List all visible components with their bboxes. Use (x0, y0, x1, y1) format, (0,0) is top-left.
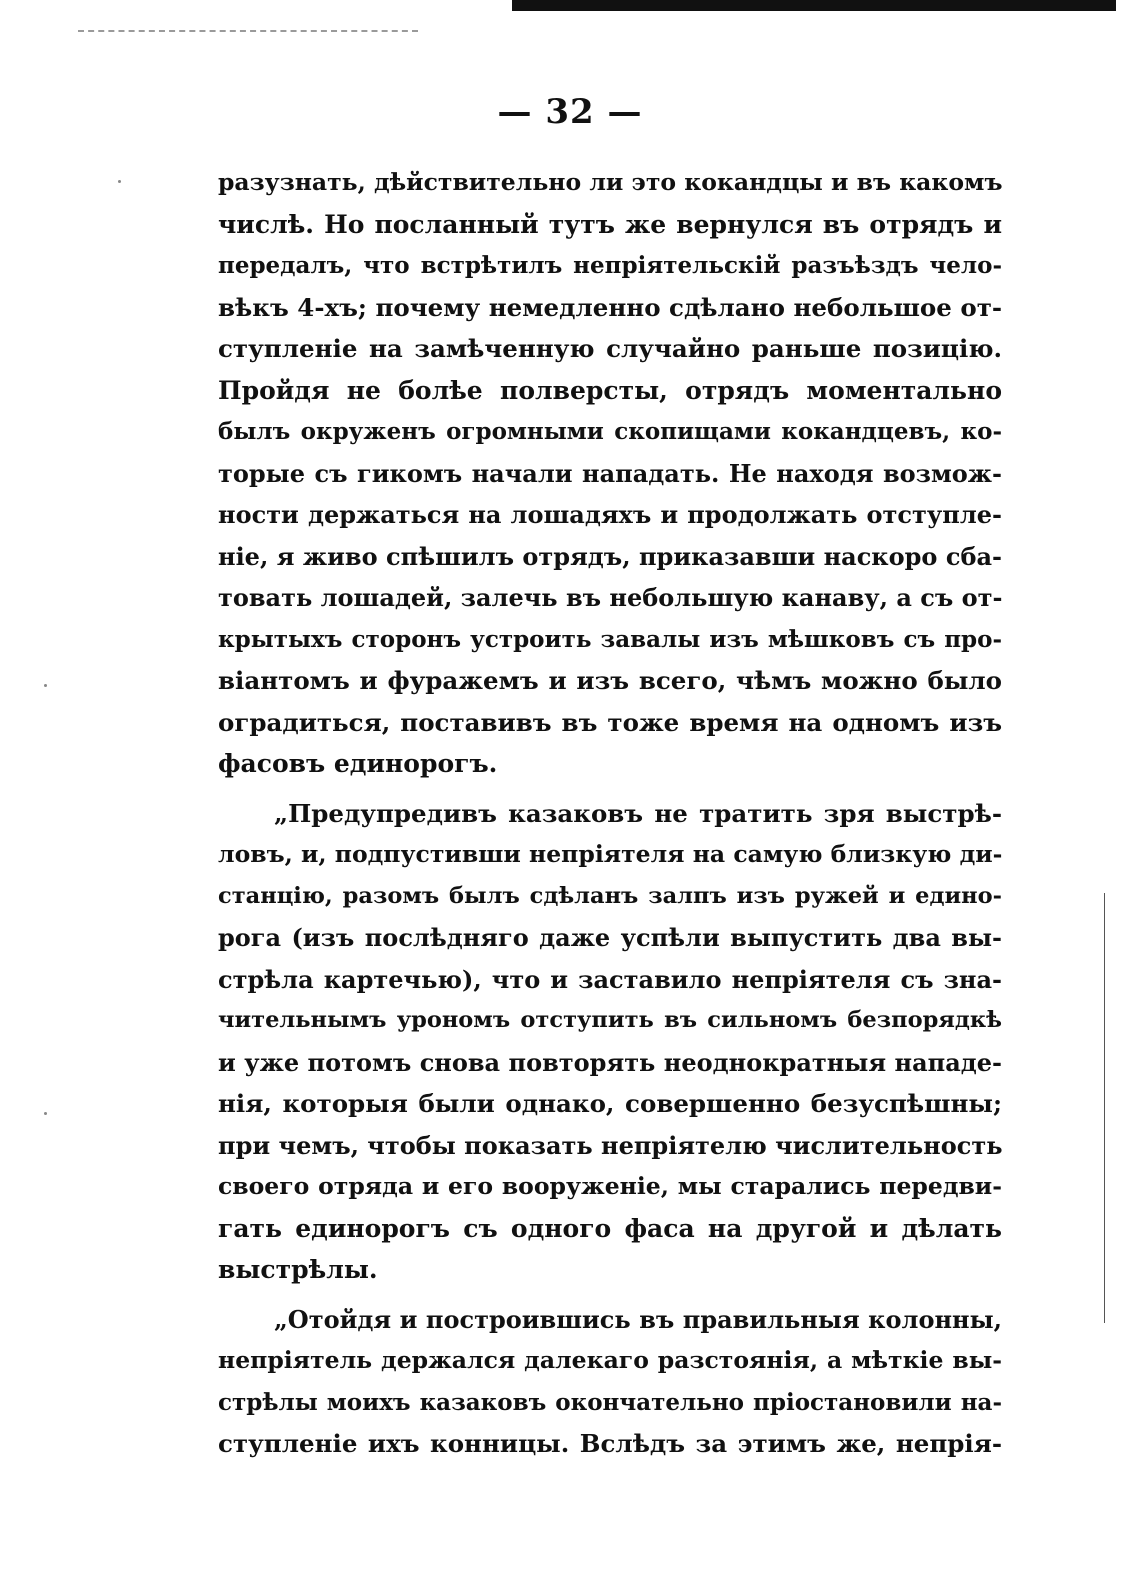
text-line: „Предупредивъ казаковъ не тратить зря выстрѣ- (274, 798, 1002, 828)
text-line: ности держаться на лошадяхъ и продолжать отступле- (218, 500, 1002, 529)
text-line: ловъ, и, подпустивши непріятеля на самую близкую ди- (218, 840, 1002, 868)
text-line: ступленіе на замѣченную случайно раньше позицію. (218, 334, 1002, 363)
scan-speck (44, 684, 47, 687)
text-line: непріятель держался далекаго разстоянія, а мѣткіе вы- (218, 1346, 1002, 1374)
text-line: разузнать, дѣйствительно ли это кокандцы и въ какомъ (218, 168, 1002, 196)
text-line: гать единорогъ съ одного фаса на другой и дѣлать (218, 1213, 1002, 1243)
text-line: стрѣлы моихъ казаковъ окончательно пріостановили на- (218, 1388, 1002, 1416)
text-line: нія, которыя были однако, совершенно безуспѣшны; (218, 1089, 1002, 1118)
text-line: чительнымъ урономъ отступить въ сильномъ безпорядкѣ (218, 1007, 1002, 1033)
page-number: — 32 — (497, 92, 643, 132)
text-line: былъ окруженъ огромными скопищами кокандцевъ, ко- (218, 418, 1002, 445)
text-line: и уже потомъ снова повторять неоднократныя нападе- (218, 1047, 1002, 1077)
scan-noise-line (78, 30, 418, 32)
text-line: при чемъ, чтобы показать непріятелю числительность (218, 1130, 1002, 1160)
text-line: крытыхъ сторонъ устроить завалы изъ мѣшковъ съ про- (218, 625, 1002, 653)
text-line: передалъ, что встрѣтилъ непріятельскій разъѣздъ чело- (218, 252, 1002, 279)
scan-speck (44, 1112, 47, 1115)
text-line: вѣкъ 4-хъ; почему немедленно сдѣлано небольшое от- (218, 292, 1002, 322)
text-line: числѣ. Но посланный тутъ же вернулся въ отрядъ и (218, 209, 1002, 239)
text-line: рога (изъ послѣдняго даже успѣли выпустить два вы- (218, 923, 1002, 952)
text-line: фасовъ единорогъ. (218, 749, 498, 778)
text-line: ніе, я живо спѣшилъ отрядъ, приказавши наскоро сба- (218, 541, 1002, 571)
text-line: „Отойдя и построившись въ правильныя колонны, (274, 1304, 1002, 1334)
scan-edge-bar (512, 0, 1116, 11)
scan-speck (118, 180, 121, 183)
text-line: своего отряда и его вооруженіе, мы старались передви- (218, 1172, 1002, 1200)
text-line: ступленіе ихъ конницы. Вслѣдъ за этимъ же, непрія- (218, 1429, 1002, 1458)
text-line: торые съ гикомъ начали нападать. Не находя возмож- (218, 458, 1002, 488)
text-line: выстрѣлы. (218, 1255, 378, 1284)
text-line: оградиться, поставивъ въ тоже время на одномъ изъ (218, 707, 1002, 737)
paragraph-gap (218, 1291, 1002, 1299)
text-line: Пройдя не болѣе полверсты, отрядъ моментально (218, 375, 1002, 405)
text-line: віантомъ и фуражемъ и изъ всего, чѣмъ можно было (218, 666, 1002, 695)
text-line: станцію, разомъ былъ сдѣланъ залпъ изъ ружей и едино- (218, 882, 1002, 909)
paragraph-gap (218, 785, 1002, 793)
text-line: товать лошадей, залечь въ небольшую канаву, а съ от- (218, 583, 1002, 612)
text-line: стрѣла картечью), что и заставило непріятеля съ зна- (218, 964, 1002, 994)
margin-rule (1104, 893, 1105, 1323)
body-text (218, 162, 1002, 1465)
